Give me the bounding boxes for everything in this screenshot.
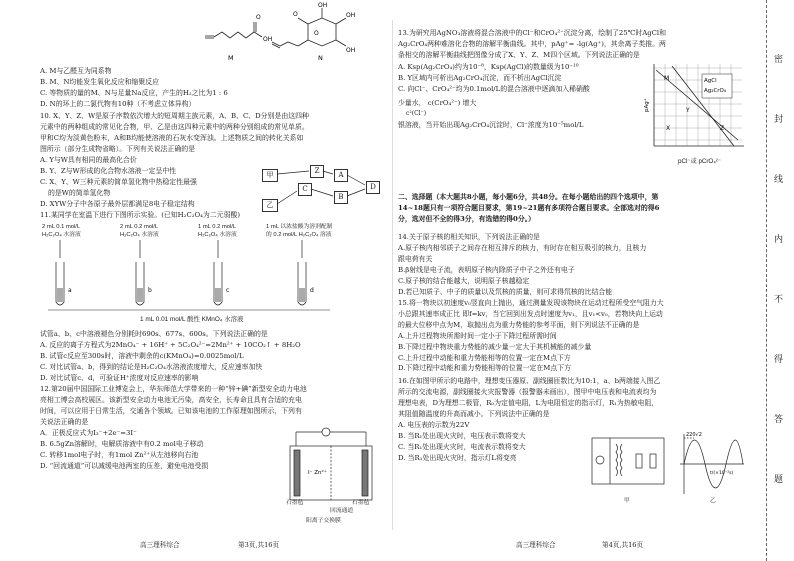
q16-line: 理想电表，D为理想二极管，R₀为定值电阻，L为电阻恒定的指示灯，R₁为热敏电阻，: [398, 398, 659, 407]
q16-stem: [398, 376, 748, 420]
q13-option-c-denominator: c²(Cl⁻): [406, 109, 427, 117]
right-page: [398, 0, 750, 561]
section-line: 14~18题只有一项符合题目要求，第19~21题有多项符合题目要求。全部选对的得6: [398, 203, 660, 212]
q13-options: [398, 62, 638, 130]
q12-battery-diagram: [286, 426, 382, 530]
q11-tubes-diagram: [40, 224, 386, 328]
q15-option-a: A.上升过程物块所需时间一定小于下降过程所需时间: [398, 331, 557, 340]
q15-block: [398, 298, 748, 374]
tube-c-label: [198, 224, 237, 239]
tag-b: b: [148, 287, 152, 294]
tubes-drawing: [40, 240, 386, 312]
tube-b-solution: H₂C₂O₄ 水溶液: [120, 231, 159, 238]
solubility-grid: [642, 60, 748, 156]
fig-jia-label: 甲: [624, 498, 630, 504]
box-jia: 甲: [262, 169, 278, 182]
tube-a-amount: 2 mL 0.1 mol/L: [42, 224, 81, 230]
box-z: Z: [310, 165, 324, 178]
svg-text:OH: OH: [346, 47, 356, 54]
seal-char: 密: [774, 55, 784, 65]
q10-line: 10. X、Y、Z、W是原子序数依次增大的短周期主族元素，A、B、C、D分别是由这四种: [40, 112, 309, 120]
q10-options: [40, 155, 260, 210]
q12-line: 关说法正确的是: [40, 417, 89, 426]
footer-title-left: 高三理科综合: [140, 541, 180, 549]
wave-time-axis: t/(×10⁻²s): [710, 471, 734, 476]
q9-structures: [200, 2, 380, 64]
q11-stem: 11.某同学在室温下进行下图所示实验。(已知H₂C₂O₄为二元弱酸): [40, 211, 241, 219]
page-divider: [392, 20, 393, 530]
q12-stem: [40, 384, 386, 428]
tag-c: c: [226, 287, 230, 294]
q10-option-c: C. X、Y、W三种元素的简单氢化物中热稳定性最强: [40, 177, 197, 186]
footer-page-left: 第3页,共16页: [238, 541, 280, 549]
q14-option-d: D.若已知质子、中子的质量以及氘核的质量，则可求得氘核的比结合能: [398, 287, 613, 296]
q13-option-a: A. Ksp(Ag₂CrO₄)约为10⁻⁸，Ksp(AgCl)的数量级为10⁻¹⁰: [398, 63, 579, 71]
q12-line: 12.第20届中国国际工业博览会上，华东师范大学带来的一种“锌+碘”新型安全动力电池: [40, 385, 307, 393]
q13-option-b: B. Y区域内可析出Ag₂CrO₄沉淀，而不析出AgCl沉淀: [398, 73, 562, 82]
q10-line: 图所示（部分生成物省略）。下列有关说法正确的是: [40, 144, 196, 153]
q15-option-d: D.下降过程中动能和重力势能相等的位置一定在M点下方: [398, 364, 572, 373]
q15-line: 15.将一物块以初速度v₀竖直向上抛出，通过测量发现该物块在运动过程所受空气阻力大: [398, 299, 664, 307]
section-two-header: [398, 192, 748, 225]
q10-option-c-cont: 的是W的简单氢化物: [48, 188, 111, 197]
q14-block: [398, 232, 748, 297]
q14-stem: 14.关于原子核的相关知识，下列说法正确的是: [398, 233, 540, 241]
svg-text:OH: OH: [263, 36, 273, 43]
q10-option-d: D. XYW分子中各原子最外层都满足8电子稳定结构: [40, 199, 195, 208]
ions-label: I⁻ Zn²⁺: [308, 470, 327, 476]
q11-line: 试管a、b、c中溶液褪色分别耗时690s、677s、600s。下列说法正确的是: [40, 330, 268, 338]
q10-line: 元素中的两种组成的常见化合物，甲、乙是由这四种元素中的两种分别组成的常见单质。: [40, 122, 309, 131]
tube-c-solution: H₂C₂O₄ 水溶液: [198, 231, 237, 238]
section-line: 二、选择题（本大题共8小题，每小题6分，共48分。在每小题给出的四个选项中，第: [398, 193, 659, 201]
tag-a: a: [68, 287, 72, 294]
tube-b-label: [120, 224, 159, 239]
q15-option-c: C.上升过程中动能和重力势能相等的位置一定在M点下方: [398, 353, 571, 362]
q12-option-b: B. 6.5gZn溶解时，电解质溶液中有0.2 mol电子移动: [40, 439, 204, 448]
q12-option-a: A．正极反应式为I₃⁻+2e⁻=3I⁻: [40, 429, 137, 437]
box-yi: 乙: [262, 199, 278, 212]
q13-line: 13.为研究用AgNO₃溶液将混合溶液中的Cl⁻和CrO₄²⁻沉淀分离，绘制了25℃时AgCl和: [398, 29, 666, 37]
y-axis-label: pAg⁺: [644, 98, 650, 112]
label-n: N: [318, 54, 323, 62]
region-x: X: [666, 125, 671, 132]
seal-char: 得: [774, 355, 784, 365]
q9-option-a: A. M与乙醛互为同系物: [40, 67, 112, 75]
label-m: M: [228, 54, 234, 62]
membrane-label: 阳离子交换膜: [306, 518, 341, 524]
q13-option-c: C. 向Cl⁻、CrO₄²⁻均为0.1mol/L的混合溶液中逐滴加入稀硝酸: [398, 84, 590, 93]
box-d: D: [366, 181, 380, 194]
q13-line: 条相交的溶解平衡曲线把图像分成了X、Y、Z、M四个区域。下列说法正确的是: [398, 50, 640, 59]
region-z: Z: [720, 125, 725, 132]
q12-line: 时间，可以应用于日常生活，交通各个领域。已知该电池的工作原理如图所示，下列有: [40, 406, 302, 415]
q16-line: 16.在如图甲所示的电路中，理想变压器原、副线圈匝数比为10:1，a、b两端接入图乙: [398, 377, 661, 385]
region-m: M: [664, 75, 670, 82]
q14-option-c: C.原子核的结合能越大，说明原子核越稳定: [398, 276, 530, 285]
box-a: A: [334, 169, 348, 182]
seal-char: 答: [774, 415, 784, 425]
q13-option-d: 银溶液，当开始出现Ag₂CrO₄沉淀时，Cl⁻浓度为10⁻⁵mol/L: [398, 120, 584, 129]
electrode-right: 石墨毡: [352, 500, 370, 506]
q11-option-b: B. 试管c反应至300s时，溶液中剩余的c(KMnO₄)=0.0025mol/L: [40, 351, 244, 360]
q13-option-c-formula: 少量水， c(CrO₄²⁻) 增大: [398, 98, 477, 107]
q11-option-d: D. 对比试管c、d，可验证H⁺浓度对反应速率的影响: [40, 373, 199, 382]
q9-option-d: D. N的环上的二氯代物有10种（不考虑立体异构）: [40, 99, 196, 108]
box-c: C: [298, 183, 312, 196]
q13-stem: [398, 28, 748, 61]
tube-c-amount: 1 mL 0.2 mol/L: [198, 224, 237, 230]
q15-option-b: B.下降过程中物块重力势能的减少量一定大于其机械能的减少量: [398, 342, 592, 351]
q12-option-d: D. “回流通道”可以减缓电池两室的压差，避免电池受损: [40, 461, 209, 470]
seal-char: 不: [774, 295, 784, 305]
q10-line: 甲和C均为淡黄色粉末，A和B均能使溶液的石灰水变浑浊。上述物质之间的转化关系如: [40, 133, 304, 142]
seal-char: 题: [774, 475, 784, 485]
x-axis-label: pCl⁻或 pCrO₄²⁻: [678, 158, 722, 165]
tube-d-solution: 的 0.2 mol/L H₂C₂O₄ 溶液: [266, 231, 332, 238]
box-b: B: [334, 191, 348, 204]
q10-option-b: B. Y、Z与W形成的化合物水溶液一定呈中性: [40, 166, 177, 175]
q16-option-b: B. 当R₁处出现火灾时，电压表示数将变大: [398, 431, 526, 440]
tube-a-label: [42, 224, 81, 239]
tube-b-amount: 2 mL 0.2 mol/L: [120, 224, 159, 230]
q11-option-c: C. 对比试管a、b，得到的结论是H₂C₂O₄水溶液浓度增大，反应速率加快: [40, 362, 263, 371]
tube-d-amount: 1 mL 以浓盐酸为溶剂配制: [266, 224, 333, 230]
q16-line: 所示的交流电源，副线圈接火灾报警器（报警器未画出），图甲中电压表和电流表均为: [398, 387, 657, 396]
q16-option-c: C. 当R₁处出现火灾时，电流表示数将变大: [398, 442, 526, 451]
q9-option-c: C. 等物质的量的M、N与足量Na反应，产生的H₂之比为1 : 6: [40, 88, 228, 97]
q13-solubility-chart: [642, 60, 748, 168]
q10-option-a: A. Y与W具有相同的最高化合价: [40, 156, 137, 164]
seal-char: 线: [774, 175, 784, 185]
q9-options: [40, 66, 386, 110]
tag-d: d: [310, 287, 314, 294]
q14-option-a: A.原子核内相邻质子之间存在相互排斥的核力，有时存在相互吸引的核力，且核力: [398, 243, 647, 252]
q16-figures: [588, 428, 748, 508]
section-line: 分，选对但不全的得3分，有选错的得0分。）: [398, 214, 536, 223]
flow-channel-label: 回流通道: [330, 508, 354, 514]
q10-stem: [40, 111, 386, 155]
footer-title-right: 高三理科综合: [516, 541, 556, 549]
svg-text:O: O: [256, 14, 261, 21]
seal-char: 内: [774, 235, 784, 245]
tube-a-solution: H₂C₂O₄ 水溶液: [42, 231, 81, 238]
circuit-and-wave: [588, 428, 748, 500]
electrode-left: 石墨毡: [286, 500, 304, 506]
tube-d-label: [266, 224, 332, 239]
q16-option-d: D. 当R₁处出现火灾时，指示灯L将变亮: [398, 453, 517, 462]
q12-option-c: C. 转移1mol电子时，有1mol Zn²⁺从左池移向右池: [40, 450, 199, 459]
curve-ag2cro4: Ag₂CrO₄: [704, 88, 727, 94]
q16-option-a: A. 电压表的示数为22V: [398, 421, 470, 429]
kmno4-label: 1 mL 0.01 mol/L 酸性 KMnO₄ 水溶液: [140, 316, 244, 323]
left-page: [40, 0, 386, 561]
seal-char: 封: [774, 115, 784, 125]
region-y: Y: [686, 107, 690, 114]
seal-dashed-line: [766, 0, 767, 561]
q12-options: [40, 428, 280, 472]
q9-option-b: B. M、N均能发生氧化反应和缩聚反应: [40, 77, 159, 86]
q15-line: 的最大位移中点为M，取抛出点为重力势能的参考平面，则下列说法不正确的是: [398, 320, 640, 329]
q11-options: [40, 329, 386, 384]
q16-line: 其阻值随温度的升高而减小。下列说法中正确的是: [398, 409, 550, 418]
q13-line: Ag₂CrO₄两种难溶化合物的溶解平衡曲线。其中，pAg⁺= -lg(Ag⁺)，其余离子类推。两: [398, 39, 666, 48]
svg-text:O: O: [314, 30, 319, 37]
svg-text:O: O: [293, 11, 298, 18]
footer-page-right: 第4页,共16页: [602, 541, 644, 549]
curve-agcl: AgCl: [704, 78, 717, 84]
q14-option-a-cont: 跟电荷有关: [398, 254, 433, 263]
q15-line: 小总跟其速率成正比 即f=kv，当它回到出发点时速度为v₁，且v₁<v₀，若物块向上运动: [398, 309, 663, 318]
q14-option-b: B.β射线是电子流，表明原子核内除质子中子之外还有电子: [398, 265, 575, 274]
q12-line: 亮相工博会高校展区。该新型安全动力电池无污染，高安全，长寿命且具有合适的充电: [40, 395, 302, 404]
molecule-diagrams: [200, 2, 380, 64]
svg-text:OH: OH: [318, 2, 328, 9]
svg-text:OH: OH: [346, 12, 356, 19]
q11-option-a: A. 反应的离子方程式为2MnO₄⁻ + 16H⁺ + 5C₂O₄²⁻=2Mn²⁺ + 10CO₂↑ + 8H₂O: [40, 340, 301, 349]
wave-amplitude: 220√2: [686, 432, 702, 438]
fig-yi-label: 乙: [710, 498, 716, 504]
q16-options: [398, 420, 588, 464]
